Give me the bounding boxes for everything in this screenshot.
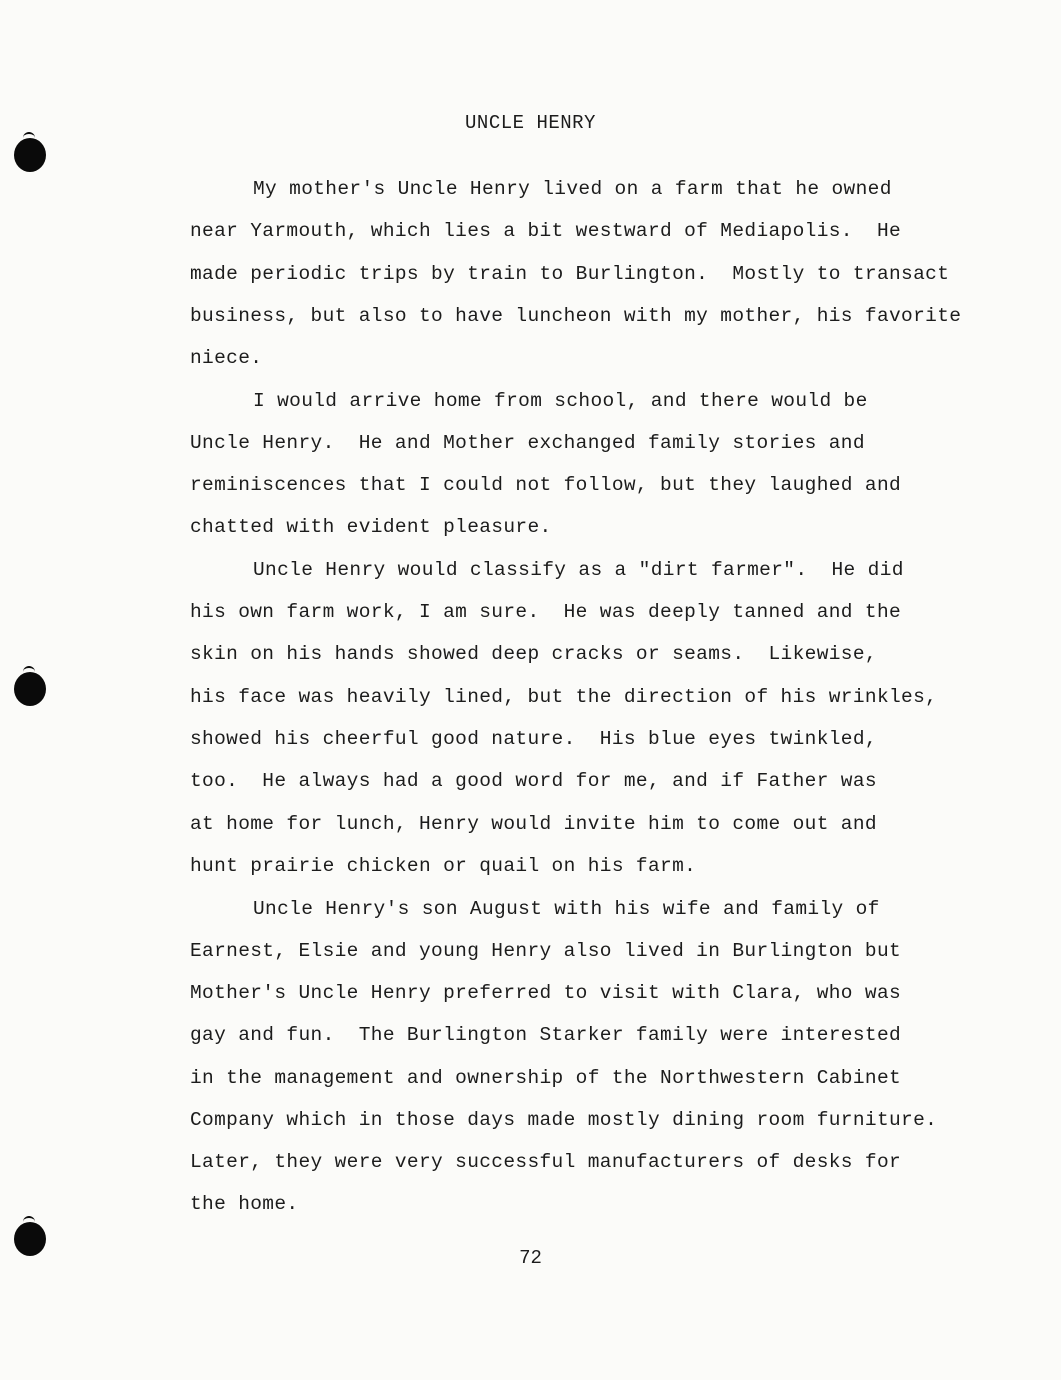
text-line: near Yarmouth, which lies a bit westward of Mediapolis. He bbox=[190, 220, 902, 242]
text-line: niece. bbox=[190, 347, 263, 369]
punch-hole-top bbox=[14, 138, 46, 172]
text-line: My mother's Uncle Henry lived on a farm that he owned bbox=[253, 178, 892, 200]
text-line: Uncle Henry would classify as a "dirt farmer". He did bbox=[253, 559, 904, 581]
text-line: I would arrive home from school, and there would be bbox=[253, 390, 868, 412]
page-number: 72 bbox=[519, 1247, 542, 1269]
text-line: showed his cheerful good nature. His blue eyes twinkled, bbox=[190, 728, 877, 750]
punch-hole-middle bbox=[14, 672, 46, 706]
text-line: at home for lunch, Henry would invite him to come out and bbox=[190, 813, 877, 835]
text-line: the home. bbox=[190, 1193, 299, 1215]
text-line: chatted with evident pleasure. bbox=[190, 516, 552, 538]
text-line: skin on his hands showed deep cracks or seams. Likewise, bbox=[190, 643, 877, 665]
text-line: Later, they were very successful manufacturers of desks for bbox=[190, 1151, 902, 1173]
text-line: his face was heavily lined, but the direction of his wrinkles, bbox=[190, 686, 938, 708]
text-line: Company which in those days made mostly dining room furniture. bbox=[190, 1109, 938, 1131]
text-line: in the management and ownership of the Northwestern Cabinet bbox=[190, 1067, 902, 1089]
text-line: his own farm work, I am sure. He was deeply tanned and the bbox=[190, 601, 902, 623]
text-line: business, but also to have luncheon with my mother, his favorite bbox=[190, 305, 962, 327]
text-line: made periodic trips by train to Burlington. Mostly to transact bbox=[190, 263, 950, 285]
text-line: reminiscences that I could not follow, but they laughed and bbox=[190, 474, 902, 496]
text-line: hunt prairie chicken or quail on his farm. bbox=[190, 855, 697, 877]
text-line: Uncle Henry's son August with his wife and family of bbox=[253, 898, 880, 920]
page-title: UNCLE HENRY bbox=[465, 112, 596, 134]
text-line: Earnest, Elsie and young Henry also lived in Burlington but bbox=[190, 940, 902, 962]
text-line: gay and fun. The Burlington Starker family were interested bbox=[190, 1024, 902, 1046]
text-line: Uncle Henry. He and Mother exchanged family stories and bbox=[190, 432, 865, 454]
text-line: Mother's Uncle Henry preferred to visit with Clara, who was bbox=[190, 982, 902, 1004]
text-line: too. He always had a good word for me, and if Father was bbox=[190, 770, 877, 792]
